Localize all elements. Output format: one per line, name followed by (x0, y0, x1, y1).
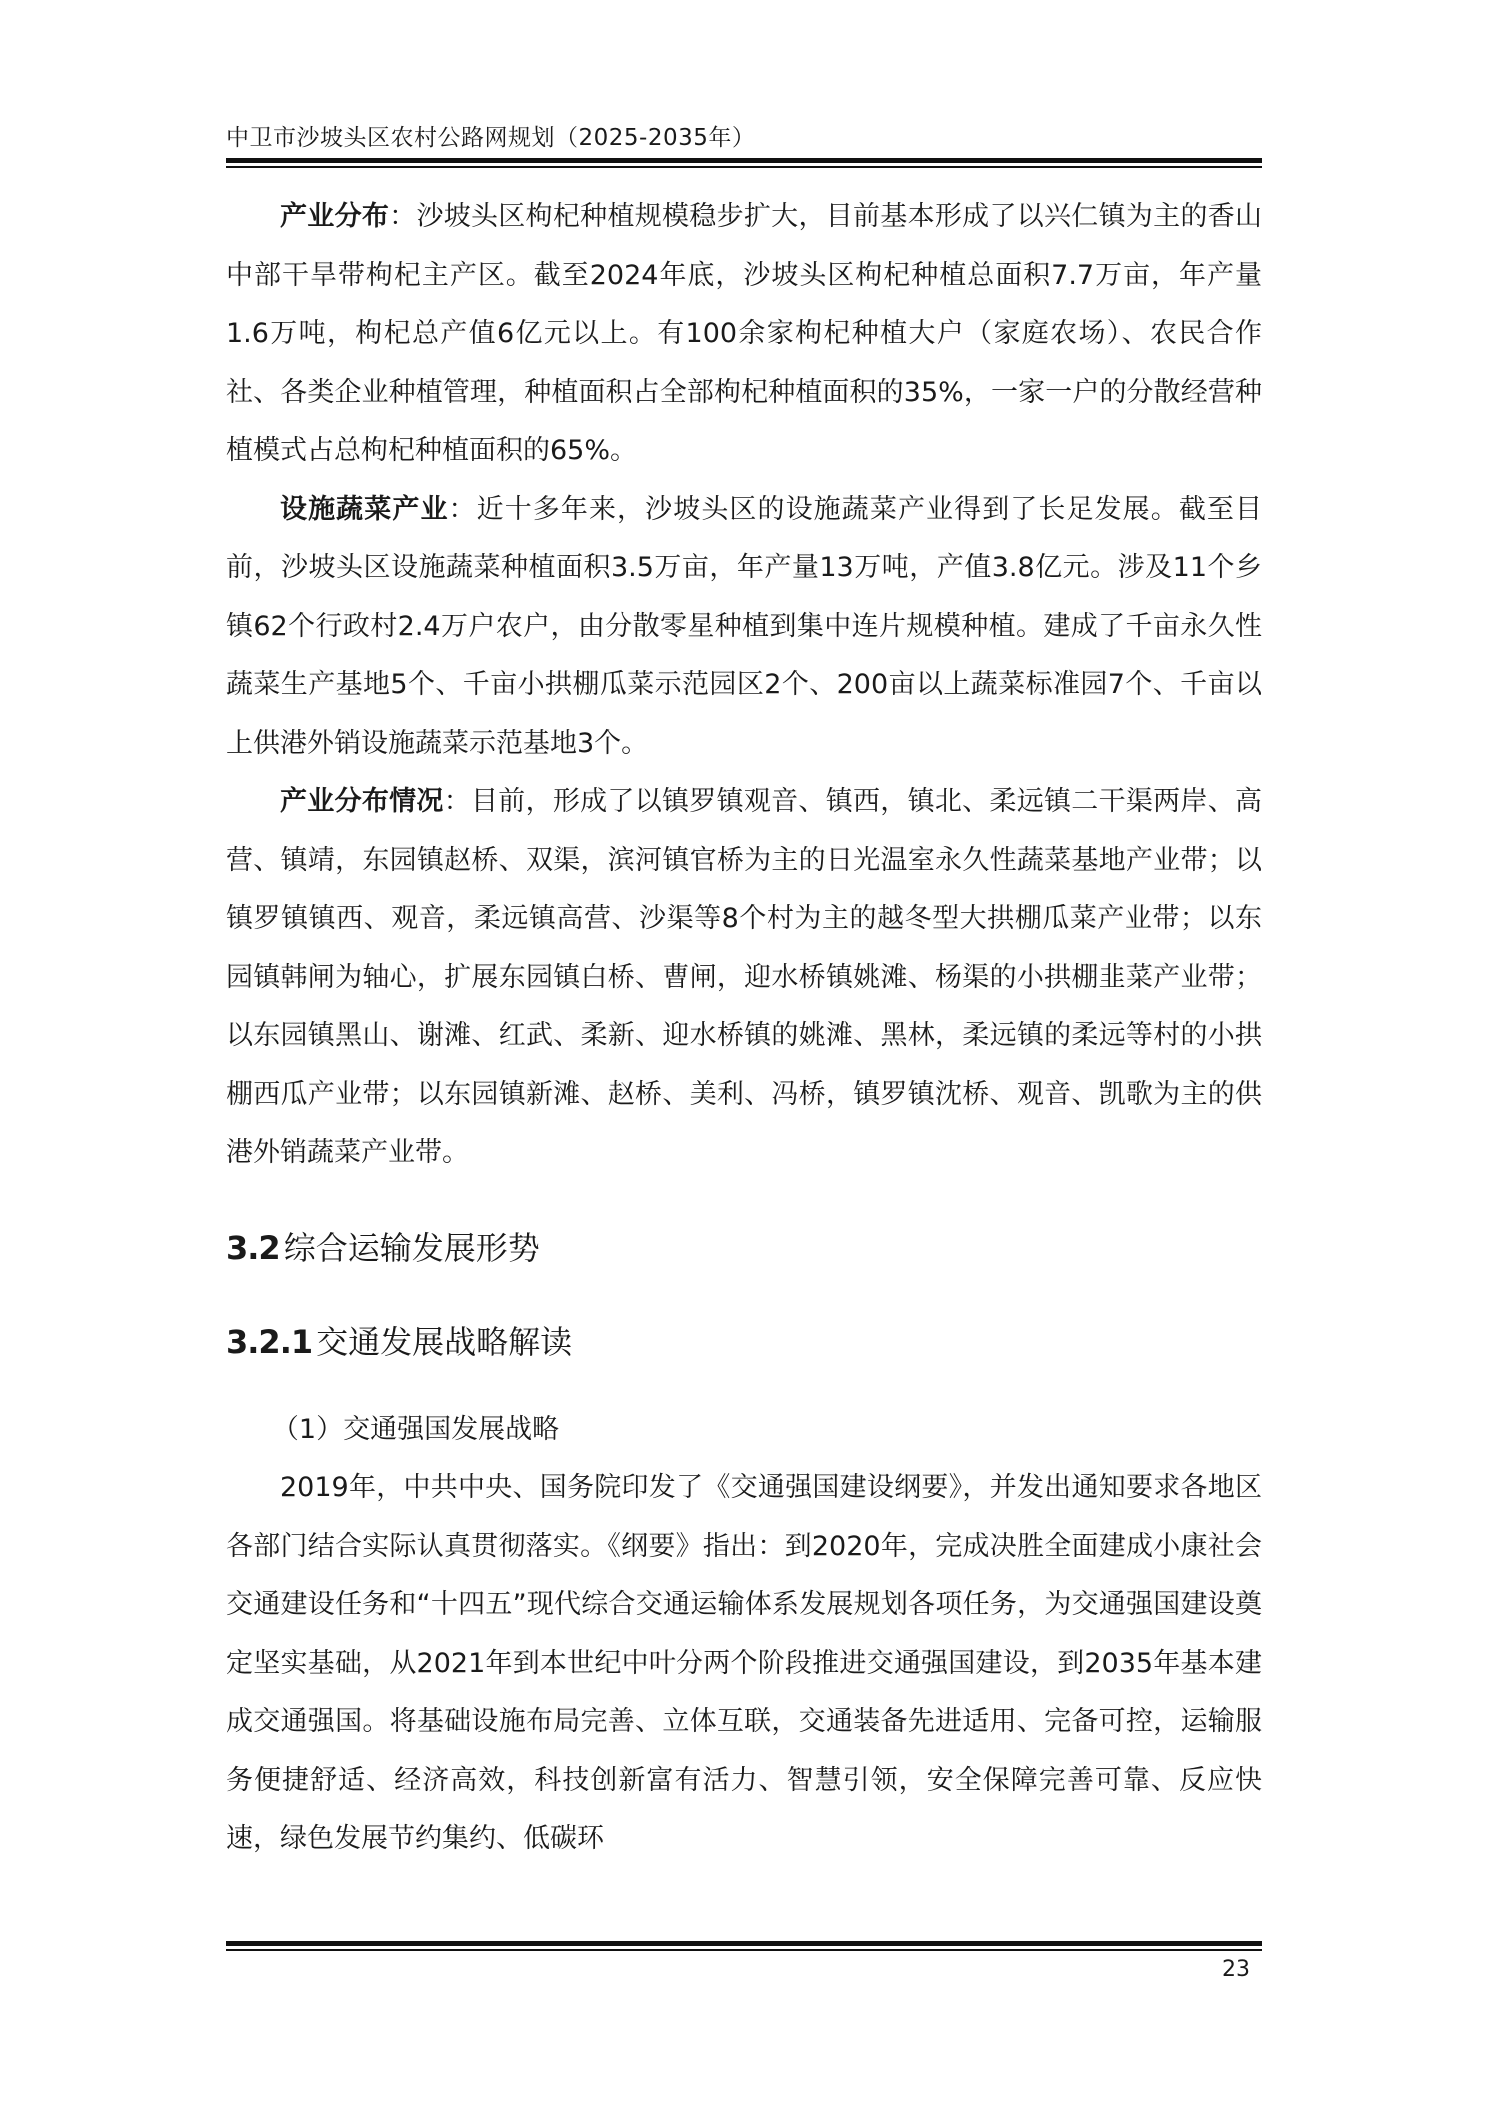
heading-text: 综合运输发展形势 (283, 1228, 540, 1267)
paragraph-distribution-situation (226, 773, 1262, 1183)
paragraph-transport-strategy: 2019年，中共中央、国务院印发了《交通强国建设纲要》，并发出通知要求各地区各部门结合实际认真贯彻落实。《纲要》指出：到2020年，完成决胜全面建成小康社会交通建设任务和“十四五”现代综合交通运输体系发展规划各项任务，为交通强国建设奠定坚实基础，从2021年到本世纪中叶分两个阶段推进交通强国建设，到2035年基本建成交通强国。将基础设施布局完善、立体互联，交通装备先进适用、完备可控，运输服务便捷舒适、经济高效，科技创新富有活力、智慧引领，安全保障完善可靠、反应快速，绿色发展节约集约、低碳环 (226, 1472, 1262, 1854)
running-header: 中卫市沙坡头区农村公路网规划（2025-2035年） (226, 125, 756, 151)
footer-rule-thin (226, 1949, 1262, 1951)
heading-number: 3.2 (226, 1228, 280, 1267)
paragraph-lead: 设施蔬菜产业 (280, 493, 449, 525)
paragraph-text: ：沙坡头区枸杞种植规模稳步扩大，目前基本形成了以兴仁镇为主的香山中部干旱带枸杞主产区。截至2024年底，沙坡头区枸杞种植总面积7.7万亩，年产量1.6万吨，枸杞总产值6亿元以上。有100余家枸杞种植大户（家庭农场）、农民合作社、各类企业种植管理，种植面积占全部枸杞种植面积的35%，一家一户的分散经营种植模式占总枸杞种植面积的65%。 (226, 201, 1263, 466)
list-item-heading: （1）交通强国发展战略 (271, 1413, 560, 1445)
body-text (226, 188, 1262, 1869)
paragraph-lead: 产业分布情况 (280, 786, 444, 817)
heading-number: 3.2.1 (226, 1322, 313, 1361)
page-number: 23 (1222, 1957, 1250, 1982)
paragraph-industry-distribution (226, 188, 1262, 481)
header-rule-thin (226, 166, 1262, 168)
heading-text: 交通发展战略解读 (316, 1322, 573, 1361)
section-heading-3-2 (226, 1219, 1262, 1277)
paragraph-lead: 产业分布 (280, 201, 390, 232)
paragraph-text: ：目前，形成了以镇罗镇观音、镇西，镇北、柔远镇二干渠两岸、高营、镇靖，东园镇赵桥、双渠，滨河镇官桥为主的日光温室永久性蔬菜基地产业带；以镇罗镇镇西、观音，柔远镇高营、沙渠等8个村为主的越冬型大拱棚瓜菜产业带；以东园镇韩闸为轴心，扩展东园镇白桥、曹闸，迎水桥镇姚滩、杨渠的小拱棚韭菜产业带；以东园镇黑山、谢滩、红武、柔新、迎水桥镇的姚滩、黑林，柔远镇的柔远等村的小拱棚西瓜产业带；以东园镇新滩、赵桥、美利、冯桥，镇罗镇沈桥、观音、凯歌为主的供港外销蔬菜产业带。 (226, 786, 1263, 1168)
header-rule-thick (226, 158, 1262, 163)
footer-rule-thick (226, 1941, 1262, 1946)
section-heading-3-2-1 (226, 1313, 1262, 1371)
paragraph-text: ：近十多年来，沙坡头区的设施蔬菜产业得到了长足发展。截至目前，沙坡头区设施蔬菜种植面积3.5万亩，年产量13万吨，产值3.8亿元。涉及11个乡镇62个行政村2.4万户农户，由分散零星种植到集中连片规模种植。建成了千亩永久性蔬菜生产基地5个、千亩小拱棚瓜菜示范园区2个、200亩以上蔬菜标准园7个、千亩以上供港外销设施蔬菜示范基地3个。 (226, 493, 1263, 759)
paragraph-facility-vegetables (226, 481, 1262, 774)
